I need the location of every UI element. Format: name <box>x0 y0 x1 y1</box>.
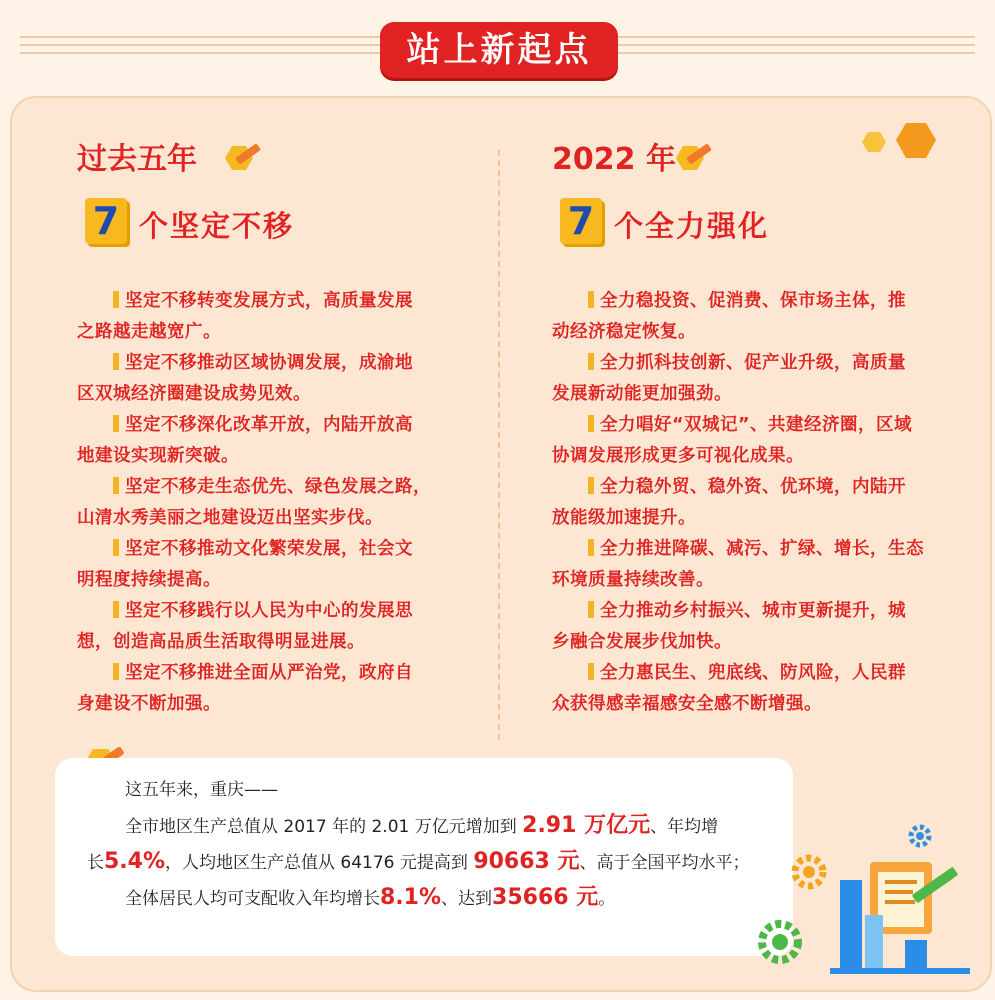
list-item-line: 区双城经济圈建设成势见效。 <box>77 384 311 404</box>
summary-text: 、年均增 <box>650 817 719 837</box>
list-item-line: 全力稳投资、促消费、保市场主体，推 <box>600 291 906 311</box>
list-item-line: 全力惠民生、兜底线、防风险，人民群 <box>600 663 906 683</box>
summary-text: 长 <box>87 853 104 873</box>
bullet-bar-icon <box>113 601 119 618</box>
list-item <box>77 348 467 410</box>
list-item-line: 众获得感幸福感安全感不断增强。 <box>552 694 822 714</box>
list-item-line: 协调发展形成更多可视化成果。 <box>552 446 804 466</box>
bullet-bar-icon <box>588 415 594 432</box>
bar-building-icon <box>840 880 862 970</box>
summary-text: ，人均地区生产总值从 64176 元提高到 <box>165 853 474 873</box>
summary-box <box>55 758 793 956</box>
summary-text: 。 <box>598 889 616 909</box>
left-title-text: 过去五年 <box>77 142 197 177</box>
list-item <box>552 658 942 720</box>
summary-line-gdp <box>125 808 718 845</box>
growth-value: 5.4% <box>104 849 166 874</box>
bullet-bar-icon <box>113 415 119 432</box>
growth-illustration <box>745 820 980 980</box>
left-number-badge: 7 <box>85 198 127 244</box>
list-item <box>77 534 467 596</box>
list-item <box>552 286 942 348</box>
orange-gear-icon <box>795 858 823 886</box>
summary-intro: 这五年来，重庆—— <box>125 780 278 800</box>
list-item-line: 全力稳外贸、稳外资、优环境，内陆开 <box>600 477 906 497</box>
list-item-line: 山清水秀美丽之地建设迈出坚实步伐。 <box>77 508 383 528</box>
bullet-bar-icon <box>113 477 119 494</box>
left-title <box>77 138 467 182</box>
list-item-line: 之路越走越宽广。 <box>77 322 221 342</box>
list-item-line: 坚定不移转变发展方式，高质量发展 <box>125 291 413 311</box>
list-item-line: 身建设不断加强。 <box>77 694 221 714</box>
right-subtitle: 个全力强化 <box>614 209 770 243</box>
banner-title: 站上新起点 <box>380 22 618 78</box>
per-capita-value: 90663 元 <box>473 849 580 874</box>
list-item <box>552 596 942 658</box>
bullet-bar-icon <box>588 539 594 556</box>
list-item-line: 地建设实现新突破。 <box>77 446 239 466</box>
list-item <box>77 410 467 472</box>
left-item-list <box>77 286 467 720</box>
list-item-line: 发展新动能更加强劲。 <box>552 384 732 404</box>
bullet-bar-icon <box>588 291 594 308</box>
income-value: 35666 元 <box>492 885 599 910</box>
right-subheading <box>552 198 942 254</box>
list-item-line: 坚定不移推进全面从严治党，政府自 <box>125 663 413 683</box>
list-item-line: 放能级加速提升。 <box>552 508 696 528</box>
gdp-value: 2.91 万亿元 <box>522 813 651 838</box>
left-subheading <box>77 198 467 254</box>
summary-line-income <box>125 880 615 917</box>
list-item-line: 全力推进降碳、减污、扩绿、增长，生态 <box>600 539 924 559</box>
list-item <box>552 348 942 410</box>
left-subtitle: 个坚定不移 <box>139 209 295 243</box>
list-item-line: 动经济稳定恢复。 <box>552 322 696 342</box>
list-item-line: 坚定不移深化改革开放，内陆开放高 <box>125 415 413 435</box>
right-title <box>552 138 942 182</box>
right-column <box>552 138 942 720</box>
list-item-line: 全力唱好“双城记”、共建经济圈，区域 <box>600 415 913 435</box>
list-item-line: 坚定不移践行以人民为中心的发展思 <box>125 601 413 621</box>
list-item <box>77 472 467 534</box>
summary-text: 、高于全国平均水平； <box>579 853 750 873</box>
list-item-line: 明程度持续提高。 <box>77 570 221 590</box>
left-column <box>77 138 467 720</box>
bullet-bar-icon <box>113 539 119 556</box>
list-item <box>77 286 467 348</box>
list-item-line: 坚定不移推动区域协调发展，成渝地 <box>125 353 413 373</box>
list-item-line: 坚定不移推动文化繁荣发展，社会文 <box>125 539 413 559</box>
pencil-badge-icon <box>672 136 716 176</box>
list-item-line: 全力推动乡村振兴、城市更新提升，城 <box>600 601 906 621</box>
pencil-badge-icon <box>221 136 265 176</box>
list-item-line: 想，创造高品质生活取得明显进展。 <box>77 632 365 652</box>
bullet-bar-icon <box>113 353 119 370</box>
blue-gear-icon <box>911 827 929 845</box>
summary-text: 、达到 <box>441 889 493 909</box>
right-title-text: 2022 年 <box>552 142 676 177</box>
right-number-badge: 7 <box>560 198 602 244</box>
income-growth-value: 8.1% <box>380 885 442 910</box>
bullet-bar-icon <box>588 353 594 370</box>
summary-line-growth <box>87 844 750 881</box>
green-gear-icon <box>762 924 798 960</box>
list-item <box>77 596 467 658</box>
bullet-bar-icon <box>113 663 119 680</box>
bullet-bar-icon <box>588 601 594 618</box>
bullet-bar-icon <box>113 291 119 308</box>
list-item <box>552 534 942 596</box>
list-item-line: 环境质量持续改善。 <box>552 570 714 590</box>
list-item-line: 乡融合发展步伐加快。 <box>552 632 732 652</box>
bullet-bar-icon <box>588 663 594 680</box>
list-item-line: 全力抓科技创新、促产业升级，高质量 <box>600 353 906 373</box>
right-item-list <box>552 286 942 720</box>
list-item <box>552 472 942 534</box>
column-divider <box>498 150 500 740</box>
summary-text: 全体居民人均可支配收入年均增长 <box>125 889 380 909</box>
list-item <box>552 410 942 472</box>
summary-text: 全市地区生产总值从 2017 年的 2.01 万亿元增加到 <box>125 817 523 837</box>
list-item-line: 坚定不移走生态优先、绿色发展之路， <box>125 477 431 497</box>
bullet-bar-icon <box>588 477 594 494</box>
list-item <box>77 658 467 720</box>
